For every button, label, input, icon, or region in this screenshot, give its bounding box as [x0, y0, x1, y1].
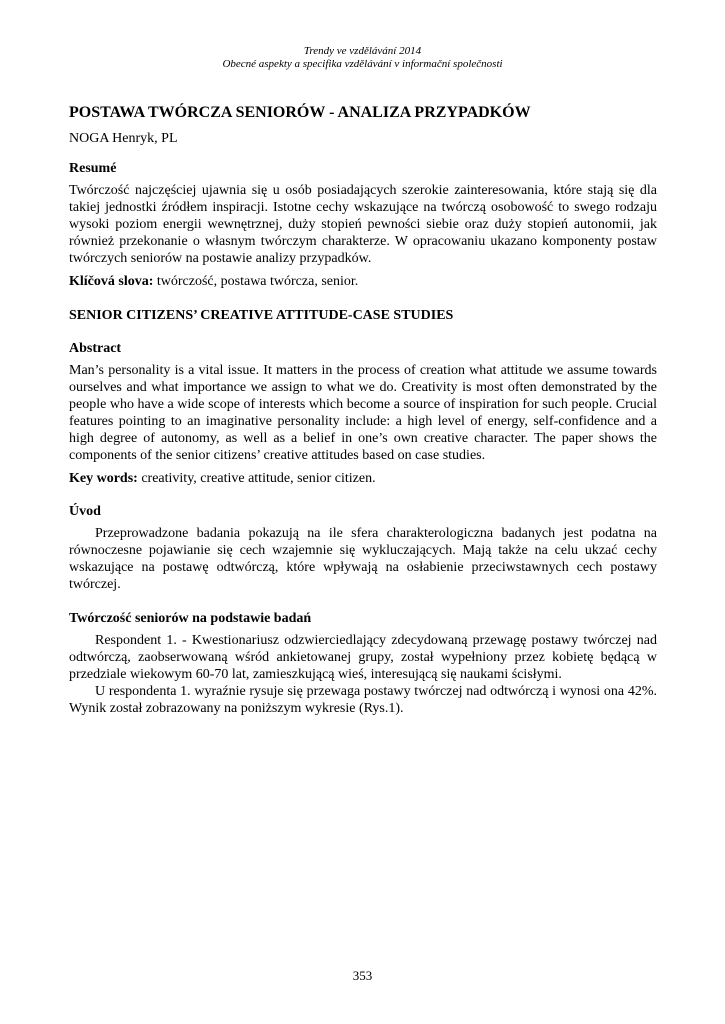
resume-heading: Resumé [69, 161, 117, 176]
section-paragraph-2: U respondenta 1. wyraźnie rysuje się przewaga postawy twórczej nad odtwórczą i wynosi ona 42%. Wynik został zobrazowany na poniższym wykresie (Rys.1). [69, 684, 657, 716]
section-heading: Twórczość seniorów na podstawie badań [69, 611, 312, 626]
keywords-pl-value: twórczość, postawa twórcza, senior. [153, 274, 359, 289]
paper-body [69, 103, 657, 717]
section-paragraph-1: Respondent 1. - Kwestionariusz odzwierciedlający zdecydowaną przewagę postawy twórczej nad odtwórczą, zaobserwowaną wśród ankietowanej grupy, został wypełniony przez kobietę będącą w przedziale wiekowym 60-70 lat, zamieszkującą wieś, interesującą się naukami ścisłymi. [69, 633, 657, 682]
keywords-pl [69, 273, 657, 290]
paper-title: POSTAWA TWÓRCZA SENIORÓW - ANALIZA PRZYPADKÓW [69, 104, 531, 121]
intro-heading: Úvod [69, 504, 101, 519]
running-header [0, 45, 725, 71]
page-number: 353 [352, 968, 373, 983]
english-title: SENIOR CITIZENS’ CREATIVE ATTITUDE-CASE STUDIES [69, 308, 454, 323]
header-subtitle: Obecné aspekty a specifika vzdělávání v informační společnosti [222, 58, 503, 70]
abstract-heading: Abstract [69, 341, 122, 356]
keywords-en-label: Key words: [69, 471, 138, 486]
paper-authors: NOGA Henryk, PL [69, 131, 178, 146]
resume-text: Twórczość najczęściej ujawnia się u osób posiadających szerokie zainteresowania, które stają się dla takiej jednostki źródłem inspiracji. Istotne cechy wskazujące na twórczą osobowość to swego rodzaju wysoki poziom energii wewnętrznej, duży stopień pewności siebie oraz duży stopień autonomii, jak również przekonanie o własnym twórczym charakterze. W opracowaniu ukazano komponenty postaw twórczych seniorów na postawie analizy przypadków. [69, 183, 657, 266]
header-conference: Trendy ve vzdělávání 2014 [303, 45, 422, 57]
keywords-en [69, 470, 657, 487]
intro-text: Przeprowadzone badania pokazują na ile sfera charakterologiczna badanych jest podatna na równoczesne pojawianie się cech wzajemnie się wykluczających. Mają także na celu ukzać cechy wskazujące na postawę odtwórczą, które wpływają na osłabienie przeciwstawnych cech postawy twórczej. [69, 526, 657, 592]
keywords-pl-label: Klíčová slova: [69, 274, 154, 289]
abstract-text: Man’s personality is a vital issue. It matters in the process of creation what attitude we assume towards ourselves and what importance we assign to what we do. Creativity is most often demonstrated by the people who have a wide scope of interests which become a source of inspiration for such people. Crucial features pointing to an imaginative personality include: a high level of energy, self-confidence and a high degree of autonomy, as well as a belief in one’s own creative character. The paper shows the components of the senior citizens’ creative attitudes based on case studies. [69, 363, 657, 463]
keywords-en-value: creativity, creative attitude, senior citizen. [137, 471, 376, 486]
